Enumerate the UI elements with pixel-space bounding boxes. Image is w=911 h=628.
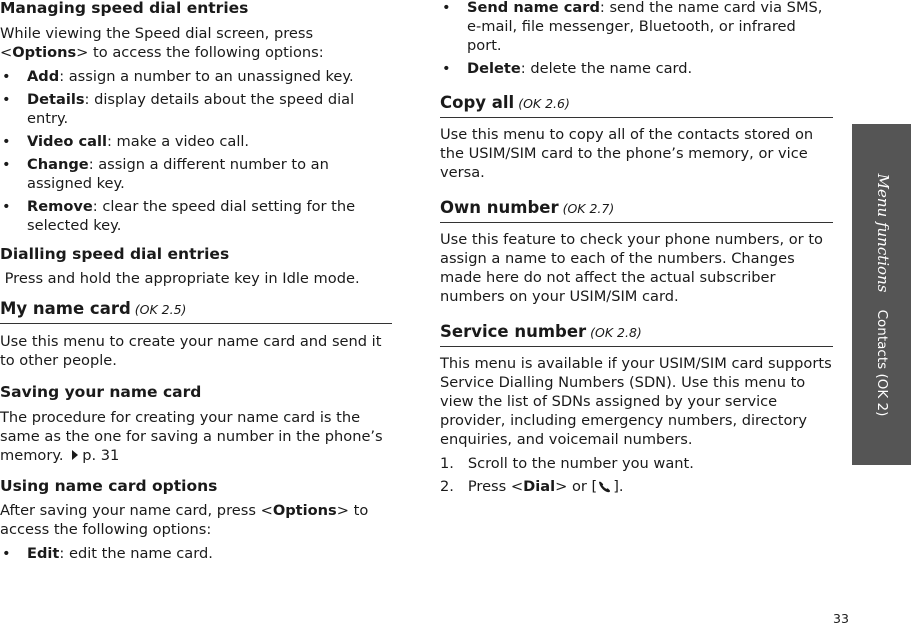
- chapter-side-tab-label: [852, 124, 911, 465]
- list-item: • Delete: delete the name card.: [440, 59, 833, 78]
- using-name-card-text: After saving your name card, press <Options> to access the following options:: [0, 502, 369, 538]
- list-item: • Remove: clear the speed dial setting for the selected key.: [0, 197, 392, 235]
- managing-speed-dial-heading: Managing speed dial entries: [0, 0, 249, 17]
- section-name: Menu functions: [873, 173, 892, 292]
- name-card-options-list: [0, 544, 392, 563]
- dialling-text: Press and hold the appropriate key in Idle mode.: [0, 270, 360, 287]
- managing-options-list: [0, 67, 392, 235]
- list-item: • Change: assign a different number to an assigned key.: [0, 155, 392, 193]
- service-number-text: This menu is available if your USIM/SIM card supports Service Dialling Numbers (SDN). Use this menu to view the list of SDNs assigned by your service provider, including emergency numbers, directory enquiries, and voicemail numbers.: [440, 355, 832, 448]
- copy-all-heading: Copy all (OK 2.6): [440, 92, 833, 118]
- my-name-card-text: Use this menu to create your name card and send it to other people.: [0, 333, 382, 369]
- saving-name-card-text: The procedure for creating your name card is the same as the one for saving a number in the phone’s memory. p. 31: [0, 409, 383, 464]
- list-item: • Video call: make a video call.: [0, 132, 392, 151]
- managing-intro: While viewing the Speed dial screen, press <Options> to access the following options:: [0, 25, 324, 61]
- copy-all-text: Use this menu to copy all of the contacts stored on the USIM/SIM card to the phone’s memory, or vice versa.: [440, 126, 814, 181]
- right-column: [440, 0, 833, 496]
- service-number-heading: Service number (OK 2.8): [440, 321, 833, 347]
- dialling-heading: Dialling speed dial entries: [0, 245, 230, 263]
- using-name-card-heading: Using name card options: [0, 477, 218, 495]
- subsection-name: Contacts (OK 2): [873, 309, 890, 416]
- step-2: 2. Press <Dial> or [ ].: [440, 478, 624, 495]
- own-number-heading: Own number (OK 2.7): [440, 197, 833, 223]
- list-item: • Send name card: send the name card via SMS, e-mail, file messenger, Bluetooth, or infrared port.: [440, 0, 833, 55]
- saving-name-card-heading: Saving your name card: [0, 383, 202, 401]
- left-column: [0, 0, 392, 563]
- list-item: • Edit: edit the name card.: [0, 544, 392, 563]
- page-reference-arrow-icon: [72, 450, 78, 460]
- name-card-options-list-continued: [440, 0, 833, 78]
- end-call-key-icon: [597, 479, 613, 493]
- list-item: • Details: display details about the speed dial entry.: [0, 90, 392, 128]
- page-reference: p. 31: [82, 447, 120, 464]
- service-number-steps: [440, 454, 833, 496]
- list-item: • Add: assign a number to an unassigned key.: [0, 67, 392, 86]
- step-1: 1. Scroll to the number you want.: [440, 455, 694, 472]
- page-number: 33: [833, 611, 849, 626]
- my-name-card-heading: My name card (OK 2.5): [0, 298, 392, 324]
- own-number-text: Use this feature to check your phone numbers, or to assign a name to each of the numbers. Changes made here do not affect the actual subscriber numbers on your USIM/SIM card.: [440, 231, 823, 305]
